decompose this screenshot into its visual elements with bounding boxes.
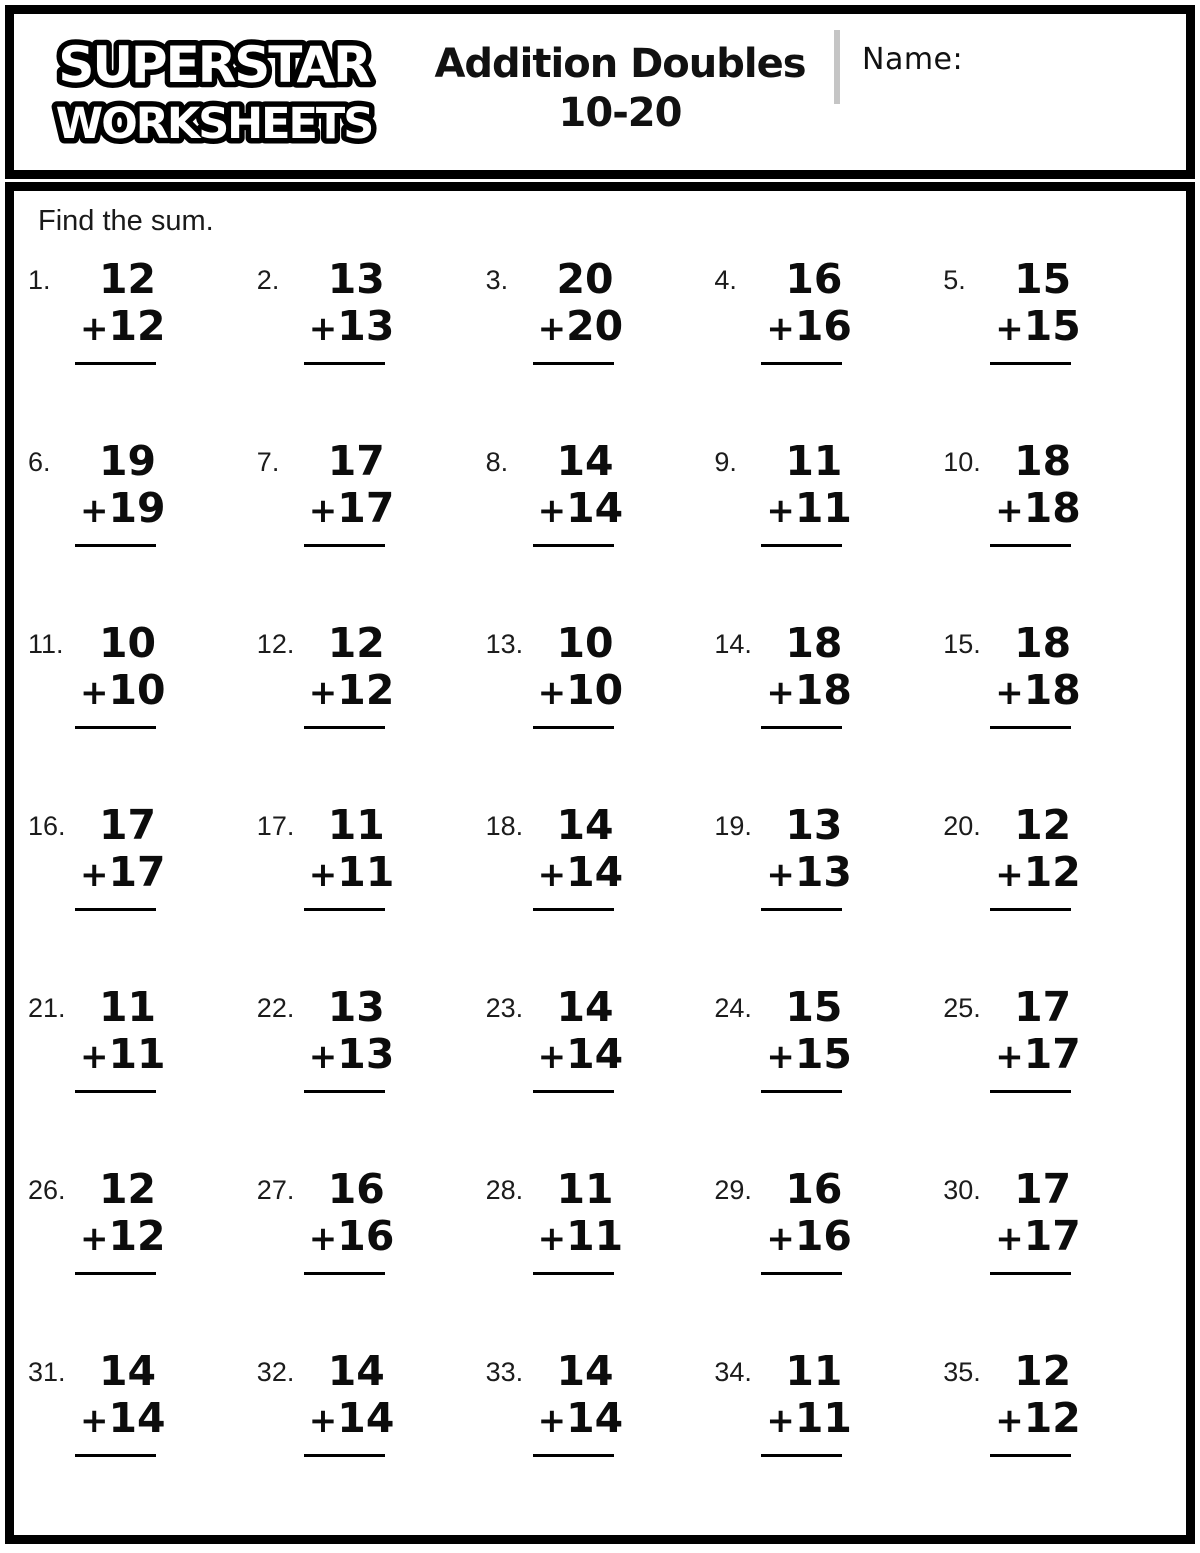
- answer-line: [761, 1454, 842, 1457]
- plus-sign: +: [995, 1219, 1024, 1259]
- plus-sign: +: [995, 855, 1024, 895]
- top-addend: 11: [785, 437, 843, 485]
- bottom-addend-row: [308, 1394, 395, 1445]
- top-addend: 14: [98, 1347, 156, 1395]
- problem: [28, 620, 257, 802]
- problem: [714, 1348, 943, 1530]
- top-addend: 16: [785, 255, 843, 303]
- answer-line: [990, 726, 1071, 729]
- answer-line: [990, 362, 1071, 365]
- worksheet-header: [5, 5, 1195, 179]
- problem: [28, 438, 257, 620]
- top-addend: 14: [556, 801, 614, 849]
- top-addend: 11: [785, 1347, 843, 1395]
- problem: [714, 620, 943, 802]
- bottom-addend: 19: [108, 484, 166, 532]
- bottom-addend-row: [766, 484, 852, 535]
- plus-sign: +: [537, 1401, 567, 1441]
- bottom-addend-row: [995, 484, 1081, 535]
- answer-line: [533, 544, 614, 547]
- problem: [257, 1348, 486, 1530]
- bottom-addend: 18: [1023, 484, 1081, 532]
- problem-number: 23.: [485, 993, 524, 1023]
- problem-work-area: [308, 619, 395, 729]
- top-addend: 13: [327, 255, 385, 303]
- plus-sign: +: [995, 673, 1024, 713]
- problem: [28, 1348, 257, 1530]
- problem-work-area: [537, 255, 624, 365]
- bottom-addend: 14: [566, 1394, 624, 1442]
- plus-sign: +: [766, 1219, 795, 1259]
- worksheet-page: [5, 5, 1195, 1544]
- plus-sign: +: [766, 491, 795, 531]
- bottom-addend: 12: [1023, 848, 1081, 896]
- bottom-addend-row: [308, 848, 395, 899]
- bottom-addend-row: [80, 848, 166, 899]
- bottom-addend-row: [995, 666, 1081, 717]
- bottom-addend-row: [80, 1212, 166, 1263]
- worksheet-title: [406, 14, 834, 170]
- bottom-addend-row: [766, 848, 852, 899]
- bottom-addend-row: [537, 302, 624, 353]
- bottom-addend-row: [80, 484, 166, 535]
- bottom-addend-row: [308, 484, 395, 535]
- bottom-addend-row: [80, 666, 166, 717]
- top-addend: 13: [327, 983, 385, 1031]
- bottom-addend-row: [995, 1394, 1081, 1445]
- problems-panel: [5, 182, 1195, 1544]
- bottom-addend-row: [537, 848, 624, 899]
- problem-work-area: [995, 801, 1081, 911]
- problem: [943, 984, 1172, 1166]
- top-addend: 14: [556, 437, 614, 485]
- problem-work-area: [80, 619, 166, 729]
- plus-sign: +: [80, 673, 109, 713]
- problem-work-area: [995, 983, 1081, 1093]
- top-addend: 12: [1014, 801, 1072, 849]
- top-addend: 17: [327, 437, 385, 485]
- answer-line: [761, 908, 842, 911]
- name-field-area: [834, 14, 1186, 170]
- bottom-addend-row: [308, 1212, 395, 1263]
- plus-sign: +: [995, 491, 1024, 531]
- plus-sign: +: [308, 855, 338, 895]
- problem-number: 13.: [485, 629, 524, 659]
- bottom-addend: 17: [337, 484, 395, 532]
- bottom-addend: 13: [337, 1030, 395, 1078]
- bottom-addend-row: [995, 1030, 1081, 1081]
- answer-line: [761, 726, 842, 729]
- top-addend: 15: [785, 983, 843, 1031]
- answer-line: [761, 1272, 842, 1275]
- problem: [943, 1166, 1172, 1348]
- bottom-addend: 17: [1023, 1030, 1081, 1078]
- bottom-addend: 11: [337, 848, 395, 896]
- plus-sign: +: [537, 855, 567, 895]
- answer-line: [990, 1090, 1071, 1093]
- bottom-addend: 17: [108, 848, 166, 896]
- bottom-addend: 16: [337, 1212, 395, 1260]
- problem-work-area: [80, 437, 166, 547]
- problem: [486, 438, 715, 620]
- bottom-addend-row: [537, 1394, 624, 1445]
- problem-number: 17.: [256, 811, 295, 841]
- top-addend: 12: [98, 1165, 156, 1213]
- problem: [943, 620, 1172, 802]
- problems-grid: [14, 238, 1186, 1530]
- problem: [714, 802, 943, 984]
- problem-work-area: [995, 1165, 1081, 1275]
- problem-work-area: [537, 437, 624, 547]
- problem-number: 28.: [485, 1175, 524, 1205]
- plus-sign: +: [537, 673, 567, 713]
- problem-number: 1.: [28, 265, 51, 295]
- top-addend: 12: [98, 255, 156, 303]
- problem-number: 22.: [256, 993, 295, 1023]
- problem-work-area: [308, 255, 395, 365]
- answer-line: [304, 544, 385, 547]
- problem: [257, 1166, 486, 1348]
- plus-sign: +: [308, 1219, 338, 1259]
- problem: [28, 984, 257, 1166]
- bottom-addend-row: [308, 302, 395, 353]
- plus-sign: +: [308, 673, 338, 713]
- answer-line: [75, 544, 156, 547]
- bottom-addend: 16: [794, 1212, 852, 1260]
- top-addend: 15: [1014, 255, 1072, 303]
- problem: [28, 1166, 257, 1348]
- bottom-addend: 15: [1023, 302, 1081, 350]
- answer-line: [75, 908, 156, 911]
- bottom-addend-row: [995, 1212, 1081, 1263]
- top-addend: 19: [98, 437, 156, 485]
- problem-number: 19.: [714, 811, 752, 841]
- bottom-addend: 13: [794, 848, 852, 896]
- top-addend: 16: [785, 1165, 843, 1213]
- top-addend: 10: [98, 619, 156, 667]
- bottom-addend-row: [766, 1030, 852, 1081]
- problem: [943, 438, 1172, 620]
- plus-sign: +: [766, 673, 795, 713]
- top-addend: 20: [556, 255, 614, 303]
- problem-number: 15.: [943, 629, 981, 659]
- problem: [714, 438, 943, 620]
- top-addend: 12: [327, 619, 385, 667]
- top-addend: 13: [785, 801, 843, 849]
- problem-work-area: [308, 437, 395, 547]
- answer-line: [304, 1090, 385, 1093]
- plus-sign: +: [766, 855, 795, 895]
- problem-work-area: [766, 1165, 852, 1275]
- answer-line: [304, 362, 385, 365]
- plus-sign: +: [308, 1037, 338, 1077]
- problem-number: 8.: [485, 447, 509, 477]
- top-addend: 11: [327, 801, 385, 849]
- top-addend: 11: [98, 983, 156, 1031]
- bottom-addend-row: [766, 302, 852, 353]
- answer-line: [304, 726, 385, 729]
- answer-line: [75, 1090, 156, 1093]
- top-addend: 17: [98, 801, 156, 849]
- plus-sign: +: [80, 1219, 109, 1259]
- problem: [257, 256, 486, 438]
- answer-line: [533, 1454, 614, 1457]
- problem-number: 16.: [28, 811, 66, 841]
- bottom-addend-row: [308, 666, 395, 717]
- top-addend: 18: [1014, 437, 1072, 485]
- bottom-addend: 11: [794, 1394, 852, 1442]
- bottom-addend-row: [80, 1030, 166, 1081]
- answer-line: [761, 544, 842, 547]
- bottom-addend: 12: [108, 1212, 166, 1260]
- answer-line: [75, 1454, 156, 1457]
- problem-number: 11.: [28, 629, 64, 659]
- bottom-addend-row: [537, 484, 624, 535]
- problem-number: 4.: [714, 265, 737, 295]
- bottom-addend: 11: [566, 1212, 624, 1260]
- bottom-addend-row: [537, 1212, 624, 1263]
- problem-number: 29.: [714, 1175, 752, 1205]
- answer-line: [533, 1090, 614, 1093]
- problem-work-area: [537, 1165, 624, 1275]
- problem-work-area: [80, 1347, 166, 1457]
- answer-line: [990, 544, 1071, 547]
- bottom-addend: 14: [566, 1030, 624, 1078]
- problem-number: 31.: [28, 1357, 66, 1387]
- bottom-addend: 18: [1023, 666, 1081, 714]
- plus-sign: +: [80, 1037, 109, 1077]
- problem: [714, 984, 943, 1166]
- problem: [714, 256, 943, 438]
- bottom-addend: 12: [337, 666, 395, 714]
- problem-number: 10.: [943, 447, 981, 477]
- problem-number: 32.: [256, 1357, 295, 1387]
- bottom-addend: 14: [566, 848, 624, 896]
- problem: [257, 984, 486, 1166]
- problem-number: 14.: [714, 629, 752, 659]
- answer-line: [533, 908, 614, 911]
- name-divider-bar: [834, 30, 840, 104]
- plus-sign: +: [80, 491, 109, 531]
- top-addend: 17: [1014, 983, 1072, 1031]
- top-addend: 12: [1014, 1347, 1072, 1395]
- problem: [28, 256, 257, 438]
- plus-sign: +: [80, 309, 109, 349]
- problem-number: 7.: [256, 447, 280, 477]
- answer-line: [533, 362, 614, 365]
- problem: [486, 802, 715, 984]
- answer-line: [304, 908, 385, 911]
- title-line-1: Addition Doubles: [434, 41, 806, 87]
- top-addend: 11: [556, 1165, 614, 1213]
- problem-number: 12.: [256, 629, 295, 659]
- problem-work-area: [995, 619, 1081, 729]
- bottom-addend: 11: [108, 1030, 166, 1078]
- bottom-addend: 14: [566, 484, 624, 532]
- problem: [257, 802, 486, 984]
- plus-sign: +: [995, 309, 1024, 349]
- bottom-addend-row: [80, 302, 166, 353]
- plus-sign: +: [537, 1219, 567, 1259]
- problem-number: 2.: [256, 265, 280, 295]
- problem-work-area: [766, 1347, 852, 1457]
- answer-line: [761, 1090, 842, 1093]
- problem-work-area: [80, 1165, 166, 1275]
- plus-sign: +: [995, 1401, 1024, 1441]
- plus-sign: +: [80, 855, 109, 895]
- top-addend: 18: [785, 619, 843, 667]
- problem: [714, 1166, 943, 1348]
- top-addend: 14: [327, 1347, 385, 1395]
- answer-line: [75, 362, 156, 365]
- problem-work-area: [537, 619, 624, 729]
- problem-number: 18.: [485, 811, 524, 841]
- problem-number: 27.: [256, 1175, 295, 1205]
- problem-number: 26.: [28, 1175, 66, 1205]
- plus-sign: +: [308, 491, 338, 531]
- bottom-addend-row: [766, 1212, 852, 1263]
- top-addend: 14: [556, 983, 614, 1031]
- bottom-addend: 15: [794, 1030, 852, 1078]
- problem: [486, 1348, 715, 1530]
- logo-line2-text: WORKSHEETS: [55, 99, 373, 149]
- problem-work-area: [766, 619, 852, 729]
- problem-number: 5.: [943, 265, 966, 295]
- problem-work-area: [80, 255, 166, 365]
- bottom-addend: 12: [108, 302, 166, 350]
- top-addend: 18: [1014, 619, 1072, 667]
- bottom-addend-row: [995, 302, 1081, 353]
- bottom-addend-row: [80, 1394, 166, 1445]
- bottom-addend: 20: [566, 302, 624, 350]
- problem-number: 30.: [943, 1175, 981, 1205]
- bottom-addend: 18: [794, 666, 852, 714]
- bottom-addend: 13: [337, 302, 395, 350]
- plus-sign: +: [766, 1401, 795, 1441]
- bottom-addend: 16: [794, 302, 852, 350]
- top-addend: 17: [1014, 1165, 1072, 1213]
- problem-work-area: [537, 1347, 624, 1457]
- top-addend: 10: [556, 619, 614, 667]
- title-line-2: 10-20: [558, 90, 682, 136]
- plus-sign: +: [995, 1037, 1024, 1077]
- answer-line: [990, 1272, 1071, 1275]
- answer-line: [990, 1454, 1071, 1457]
- problem: [486, 620, 715, 802]
- problem: [257, 438, 486, 620]
- bottom-addend-row: [766, 1394, 852, 1445]
- answer-line: [533, 1272, 614, 1275]
- problem-number: 24.: [714, 993, 752, 1023]
- logo-bubble-lettering: [32, 28, 396, 156]
- instructions-text: Find the sum.: [38, 205, 214, 237]
- bottom-addend-row: [995, 848, 1081, 899]
- problem-work-area: [537, 983, 624, 1093]
- bottom-addend: 14: [108, 1394, 166, 1442]
- bottom-addend: 10: [566, 666, 624, 714]
- problem-work-area: [766, 255, 852, 365]
- problem-number: 21.: [28, 993, 66, 1023]
- plus-sign: +: [308, 309, 338, 349]
- plus-sign: +: [766, 1037, 795, 1077]
- problem-work-area: [308, 983, 395, 1093]
- bottom-addend-row: [537, 666, 624, 717]
- answer-line: [304, 1272, 385, 1275]
- bottom-addend-row: [766, 666, 852, 717]
- bottom-addend-row: [308, 1030, 395, 1081]
- answer-line: [75, 726, 156, 729]
- problem-work-area: [308, 801, 395, 911]
- problem-work-area: [766, 801, 852, 911]
- problem: [943, 1348, 1172, 1530]
- problem-work-area: [766, 983, 852, 1093]
- name-label: Name:: [862, 42, 964, 77]
- bottom-addend-row: [537, 1030, 624, 1081]
- problem-number: 9.: [714, 447, 737, 477]
- problem-work-area: [537, 801, 624, 911]
- problem-work-area: [308, 1165, 395, 1275]
- problem: [486, 1166, 715, 1348]
- problem: [28, 802, 257, 984]
- bottom-addend: 11: [794, 484, 852, 532]
- top-addend: 14: [556, 1347, 614, 1395]
- problem-number: 25.: [943, 993, 981, 1023]
- problem-number: 33.: [485, 1357, 524, 1387]
- bottom-addend: 10: [108, 666, 166, 714]
- plus-sign: +: [537, 1037, 567, 1077]
- problem: [943, 256, 1172, 438]
- top-addend: 16: [327, 1165, 385, 1213]
- problem-work-area: [766, 437, 852, 547]
- plus-sign: +: [537, 309, 567, 349]
- problem-number: 3.: [485, 265, 509, 295]
- problem-work-area: [995, 1347, 1081, 1457]
- problem: [486, 256, 715, 438]
- problem-number: 34.: [714, 1357, 752, 1387]
- answer-line: [990, 908, 1071, 911]
- problem: [486, 984, 715, 1166]
- plus-sign: +: [308, 1401, 338, 1441]
- problem-work-area: [308, 1347, 395, 1457]
- superstar-worksheets-logo: [14, 14, 406, 170]
- problem-work-area: [80, 801, 166, 911]
- answer-line: [761, 362, 842, 365]
- problem-number: 6.: [28, 447, 51, 477]
- plus-sign: +: [80, 1401, 109, 1441]
- bottom-addend: 14: [337, 1394, 395, 1442]
- plus-sign: +: [766, 309, 795, 349]
- logo-line1-text: SUPERSTAR: [58, 36, 370, 94]
- bottom-addend: 17: [1023, 1212, 1081, 1260]
- answer-line: [75, 1272, 156, 1275]
- problem: [257, 620, 486, 802]
- plus-sign: +: [537, 491, 567, 531]
- bottom-addend: 12: [1023, 1394, 1081, 1442]
- problem-work-area: [995, 255, 1081, 365]
- problem-number: 20.: [943, 811, 981, 841]
- problem-number: 35.: [943, 1357, 981, 1387]
- answer-line: [533, 726, 614, 729]
- problem: [943, 802, 1172, 984]
- answer-line: [304, 1454, 385, 1457]
- problem-work-area: [995, 437, 1081, 547]
- problem-work-area: [80, 983, 166, 1093]
